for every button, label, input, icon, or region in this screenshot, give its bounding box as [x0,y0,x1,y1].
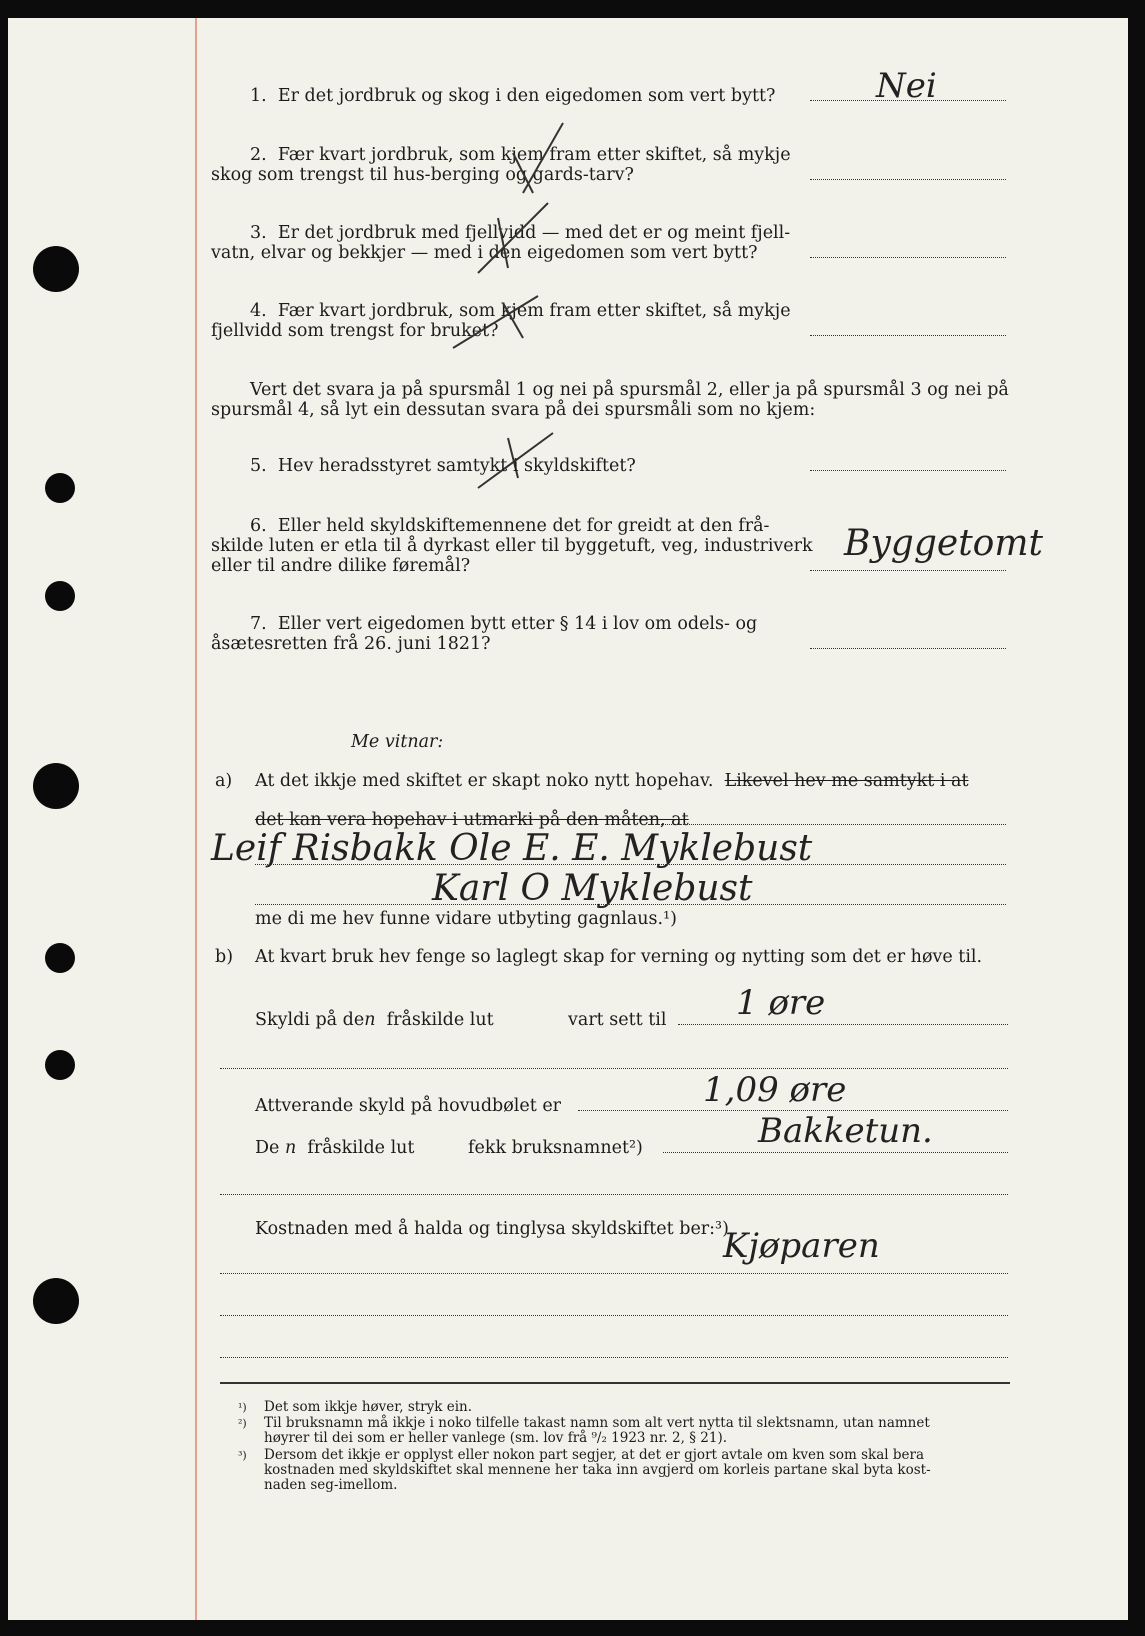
question-6-line3: eller til andre dilike føremål? [211,556,471,576]
footnote-2-num: ²) [238,1417,247,1430]
answer-line-7[interactable] [810,648,1006,649]
namn-label: De n fråskilde lut [255,1138,415,1158]
footnote-3-line2: kostnaden med skyldskiftet skal mennene her taka inn avgjerd om korleis partane skal byta kost‑ [264,1462,931,1478]
witness-heading: Me vitnar: [351,732,444,752]
punch-hole [33,1278,79,1324]
condition-text-line2: spursmål 4, så lyt ein dessutan svara på dei spursmåli som no kjem: [211,400,816,420]
footnote-3: Dersom det ikkje er opplyst eller nokon part segjer, at det er gjort avtale om kven som skal bera [264,1447,925,1463]
witness-b-label: b) [215,947,234,967]
witness-line-3[interactable] [255,904,1006,905]
namn-line-2[interactable] [220,1194,1008,1195]
footnote-1-num: ¹) [238,1401,247,1414]
struck-text-1: Likevel hev me samtykt i at [724,771,969,791]
question-7: 7. Eller vert eigedomen bytt etter § 14 i lov om odels‑ og [250,614,758,634]
namn-value: Bakketun. [758,1111,933,1151]
skyld-label-2: vart sett til [568,1010,667,1030]
question-3-line2: vatn, elvar og bekkjer — med i den eigedomen som vert bytt? [211,243,758,263]
punch-hole [45,581,75,611]
witness-line-2[interactable] [255,864,1006,865]
answer-1: Nei [876,66,937,106]
kostnad-label: Kostnaden med å halda og tinglysa skyldskiftet ber:³) [255,1219,729,1239]
skyld-line-2[interactable] [220,1068,1008,1069]
cross-out-marks [8,18,1128,518]
kostnad-line-2[interactable] [220,1315,1008,1316]
kostnad-line-1[interactable] [220,1273,1008,1274]
question-7-line2: åsætesretten frå 26. juni 1821? [211,634,491,654]
question-6-line2: skilde luten er etla til å dyrkast eller til byggetuft, veg, industriverk [211,536,813,556]
attverande-value: 1,09 øre [703,1070,847,1110]
form-page [8,18,1128,1620]
namn-line[interactable] [663,1152,1008,1153]
skyld-label: Skyldi på den fråskilde lut [255,1010,494,1030]
punch-hole [45,943,75,973]
skyld-value: 1 øre [736,983,826,1023]
footnote-divider [220,1382,1010,1384]
question-2-line2: skog som trengst til hus‑berging og gards‑tarv? [211,165,634,185]
question-3: 3. Er det jordbruk med fjellvidd — med det er og meint fjell‑ [250,223,791,243]
question-2: 2. Fær kvart jordbruk, som kjem fram etter skiftet, så mykje [250,145,791,165]
answer-line-5[interactable] [810,470,1006,471]
skyld-line[interactable] [678,1024,1008,1025]
question-4-line2: fjellvidd som trengst for bruket? [211,321,499,341]
footnote-3-num: ³) [238,1449,247,1462]
witness-line-1[interactable] [648,824,1006,825]
witness-a: At det ikkje med skiftet er skapt noko nytt hopehav. Likevel hev me samtykt i at [255,771,969,791]
footnote-2: Til bruksnamn må ikkje i noko tilfelle takast namn som alt vert nytta til slektsnamn, utan namnet [264,1415,930,1431]
punch-hole [45,1050,75,1080]
question-4: 4. Fær kvart jordbruk, som kjem fram etter skiftet, så mykje [250,301,791,321]
footnote-3-line3: naden seg‑imellom. [264,1477,398,1493]
struck-text-2: det kan vera hopehav i utmarki på den måten, at [255,810,689,830]
skyld-hand: n [364,1010,376,1030]
witness-a-label: a) [215,771,233,791]
witness-signatures-2: Karl O Myklebust [432,868,753,909]
kostnad-value: Kjøparen [723,1226,880,1266]
footnote-1: Det som ikkje høver, stryk ein. [264,1399,473,1415]
answer-line-6[interactable] [810,570,1006,571]
question-6: 6. Eller held skyldskiftemennene det for greidt at den frå‑ [250,516,770,536]
witness-b: At kvart bruk hev fenge so laglegt skap for verning og nytting som det er høve til. [255,947,983,967]
question-1: 1. Er det jordbruk og skog i den eigedomen som vert bytt? [250,86,776,106]
attverande-label: Attverande skyld på hovudbølet er [255,1096,562,1116]
kostnad-line-3[interactable] [220,1357,1008,1358]
witness-a-end: me di me hev funne vidare utbyting gagnlaus.¹) [255,909,677,929]
question-5: 5. Hev heradsstyret samtykt i skyldskiftet? [250,456,636,476]
namn-label-2: fekk bruksnamnet²) [468,1138,643,1158]
witness-signatures-1: Leif Risbakk Ole E. E. Myklebust [211,828,813,869]
punch-hole [33,763,79,809]
answer-6: Byggetomt [844,523,1043,564]
footnote-2-line2: høyrer til dei som er heller vanlege (sm. lov frå ⁹/₂ 1923 nr. 2, § 21). [264,1430,728,1446]
namn-hand: n [284,1138,297,1158]
condition-text: Vert det svara ja på spursmål 1 og nei på spursmål 2, eller ja på spursmål 3 og nei på [250,380,1009,400]
